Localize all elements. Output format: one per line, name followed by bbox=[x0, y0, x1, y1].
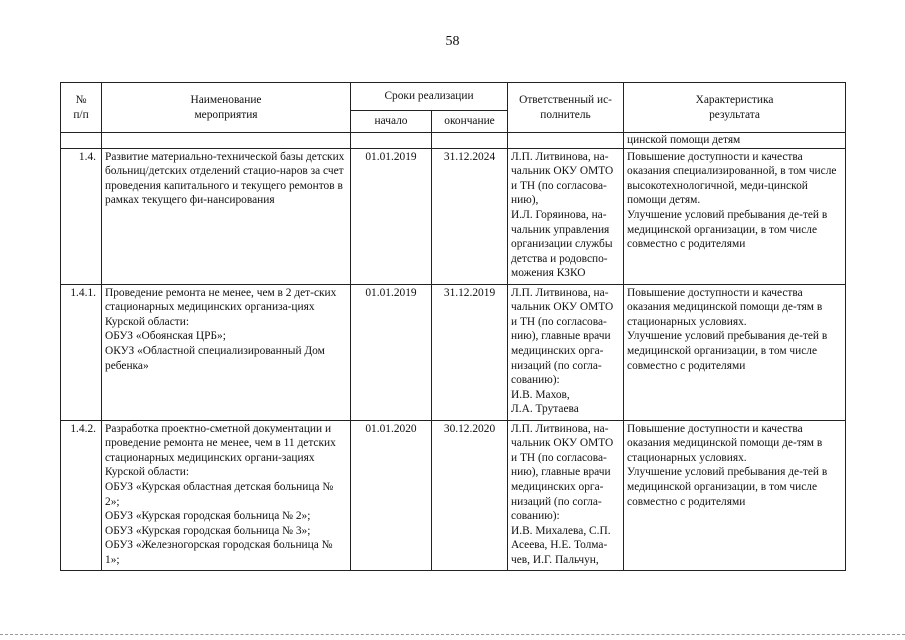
row-result: Повышение доступности и качества оказания специализированной, в том числе высокотехнологичной, меди-цинской помощи детям. Улучшение условий пребывания де-тей в медицинской организации, в том числе совместно с родителями bbox=[624, 148, 846, 284]
row-result: Повышение доступности и качества оказания медицинской помощи де-тям в стационарных условиях. Улучшение условий пребывания де-тей в медицинской организации, в том числе совместно с родителями bbox=[624, 420, 846, 570]
header-name: Наименование мероприятия bbox=[102, 83, 351, 133]
header-num: № п/п bbox=[61, 83, 102, 133]
header-result: Характеристика результата bbox=[624, 83, 846, 133]
row-result: Повышение доступности и качества оказания медицинской помощи де-тям в стационарных условиях. Улучшение условий пребывания де-тей в медицинской организации, в том числе совместно с родителями bbox=[624, 284, 846, 420]
row-start: 01.01.2019 bbox=[351, 148, 432, 284]
row-end: 30.12.2020 bbox=[432, 420, 508, 570]
page-number: 58 bbox=[445, 34, 460, 49]
header-responsible: Ответственный ис- полнитель bbox=[508, 83, 624, 133]
header-start: начало bbox=[351, 111, 432, 133]
header-end: окончание bbox=[432, 111, 508, 133]
row-name: Проведение ремонта не менее, чем в 2 дет-ских стационарных медицинских организа-циях Курской области: ОБУЗ «Обоянская ЦРБ»; ОКУЗ «Областной специализированный Дом ребенка» bbox=[102, 284, 351, 420]
continuation-row bbox=[61, 133, 846, 149]
row-start: 01.01.2020 bbox=[351, 420, 432, 570]
row-num: 1.4.2. bbox=[61, 420, 102, 570]
row-num: 1.4.1. bbox=[61, 284, 102, 420]
header-row bbox=[61, 83, 846, 111]
table-row bbox=[61, 148, 846, 284]
row-name: Развитие материально-технической базы детских больниц/детских отделений стацио-наров за счет проведения капитального и текущего ремонтов в рамках текущего фи-нансирования bbox=[102, 148, 351, 284]
header-terms: Сроки реализации bbox=[351, 83, 508, 111]
row-responsible: Л.П. Литвинова, на-чальник ОКУ ОМТО и ТН (по согласова-нию), главные врачи медицинских орга-низаций (по согла-сованию): И.В. Махов, Л.А. Трутаева bbox=[508, 284, 624, 420]
table-row bbox=[61, 284, 846, 420]
row-end: 31.12.2019 bbox=[432, 284, 508, 420]
row-name: Разработка проектно-сметной документации и проведение ремонта не менее, чем в 11 детских стационарных медицинских органи-зациях Курской области: ОБУЗ «Курская областная детская больница № 2»; ОБУЗ «Курская городская больница № 2»; ОБУЗ «Курская городская больница № 3»; ОБУЗ «Железногорская городская больница № 1»; bbox=[102, 420, 351, 570]
row-responsible: Л.П. Литвинова, на-чальник ОКУ ОМТО и ТН (по согласова-нию), И.Л. Горяинова, на-чальник управления организации службы детства и родовспо-можения КЗКО bbox=[508, 148, 624, 284]
activities-table bbox=[60, 82, 846, 571]
row-responsible: Л.П. Литвинова, на-чальник ОКУ ОМТО и ТН (по согласова-нию), главные врачи медицинских орга-низаций (по согла-сованию): И.В. Михалева, С.П. Асеева, Н.Е. Толма-чев, И.Г. Пальчун, bbox=[508, 420, 624, 570]
table-row bbox=[61, 420, 846, 570]
page-bottom-divider bbox=[0, 634, 905, 636]
row-num: 1.4. bbox=[61, 148, 102, 284]
row-start: 01.01.2019 bbox=[351, 284, 432, 420]
continuation-text: цинской помощи детям bbox=[624, 133, 846, 149]
row-end: 31.12.2024 bbox=[432, 148, 508, 284]
